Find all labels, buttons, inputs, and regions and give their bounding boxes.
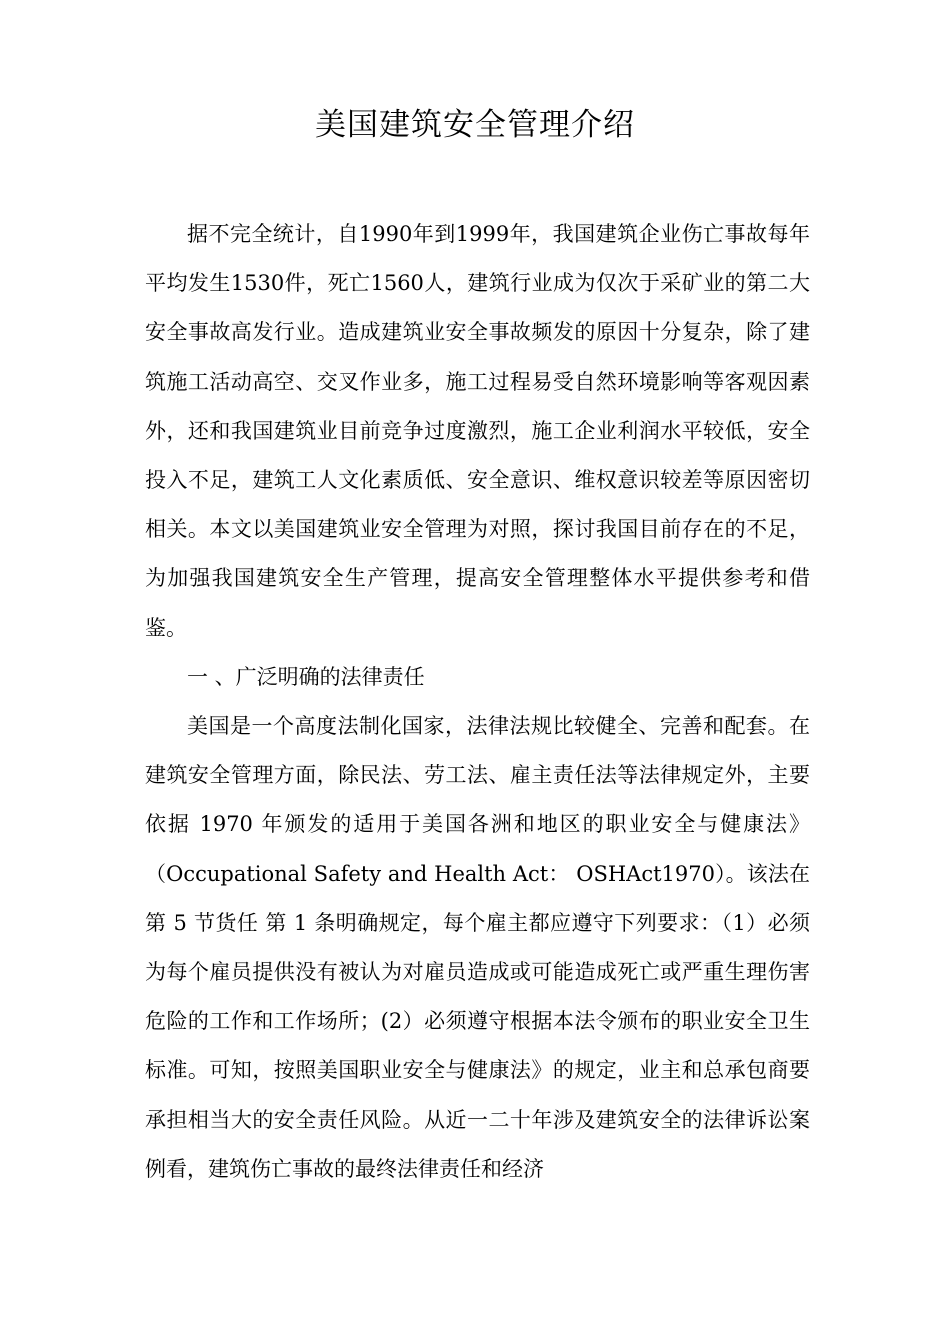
paragraph-intro: 据不完全统计，自1990年到1999年，我国建筑企业伤亡事故每年平均发生1530件，死亡1560人，建筑行业成为仅次于采矿业的第二大安全事故高发行业。造成建筑业安全事故频发的原因十分复杂，除了建筑施工活动高空、交叉作业多，施工过程易受自然环境影响等客观因素外，还和我国建筑业目前竞争过度激烈，施工企业利润水平较低，安全投入不足，建筑工人文化素质低、安全意识、维权意识较差等原因密切相关。本文以美国建筑业安全管理为对照，探讨我国目前存在的不足，为加强我国建筑安全生产管理，提高安全管理整体水平提供参考和借鉴。 — [145, 222, 810, 640]
paragraph-legal-responsibility: 美国是一个高度法制化国家，法律法规比较健全、完善和配套。在建筑安全管理方面，除民法、劳工法、雇主责任法等法律规定外，主要依据 1970 年颁发的适用于美国各洲和地区的职业安全与健康法》（Occupational Safety and Health Act： OSHAct1970）。该法在第 5 节货任 第 1 条明确规定，每个雇主都应遵守下列要求：（1）必须为每个雇员提供没有被认为对雇员造成或可能造成死亡或严重生理伤害危险的工作和工作场所；(2）必须遵守根据本法令颁布的职业安全卫生标准。可知，按照美国职业安全与健康法》的规定，业主和总承包商要承担相当大的安全责任风险。从近一二十年涉及建筑安全的法律诉讼案例看，建筑伤亡事故的最终法律责任和经济 — [145, 714, 810, 1181]
document-title: 美国建筑安全管理介绍 — [315, 107, 635, 143]
section-heading-1: 一 、广泛明确的法律责任 — [187, 664, 425, 689]
document-body — [145, 210, 810, 1194]
